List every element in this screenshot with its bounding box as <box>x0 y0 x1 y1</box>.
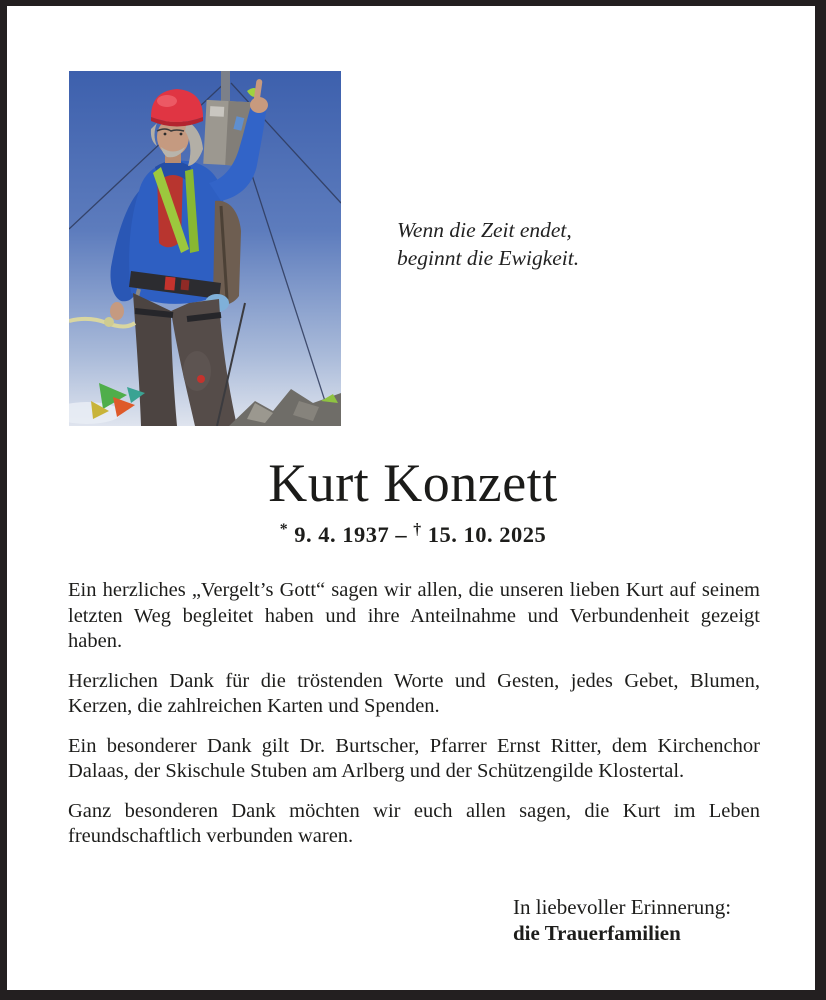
thanks-paragraph: Ein herzliches „Vergelt’s Gott“ sagen wir allen, die unseren lieben Kurt auf seinem letzten Weg begleitet haben und ihre Anteilnahme und Verbundenheit gezeigt haben. <box>68 579 760 652</box>
quote-line-1: Wenn die Zeit endet, <box>397 218 572 242</box>
closing-remembrance: In liebevoller Erinnerung: <box>513 895 732 919</box>
birth-symbol: * <box>279 521 289 538</box>
life-dates <box>0 521 826 548</box>
thanks-text <box>68 578 760 864</box>
memorial-quote <box>397 216 579 272</box>
death-date: 15. 10. 2025 <box>427 522 547 547</box>
thanks-paragraph: Ein besonderer Dank gilt Dr. Burtscher, Pfarrer Ernst Ritter, dem Kirchenchor Dalaas, der Skischule Stuben am Arlberg und der Schützengilde Klostertal. <box>68 734 760 782</box>
death-symbol: † <box>413 521 422 538</box>
memorial-photo <box>69 71 341 426</box>
quote-line-2: beginnt die Ewigkeit. <box>397 246 580 270</box>
closing-block <box>513 894 731 946</box>
closing-signature: die Trauerfamilien <box>513 921 681 945</box>
thanks-paragraph: Herzlichen Dank für die tröstenden Worte und Gesten, jedes Gebet, Blumen, Kerzen, die zahlreichen Karten und Spenden. <box>68 669 760 717</box>
deceased-name: Kurt Konzett <box>268 453 558 513</box>
birth-date: 9. 4. 1937 <box>294 522 390 547</box>
date-separator: – <box>395 522 408 547</box>
summit-photo-illustration <box>69 71 341 426</box>
thanks-paragraph: Ganz besonderen Dank möchten wir euch allen sagen, die Kurt im Leben freundschaftlich verbunden waren. <box>68 799 760 847</box>
